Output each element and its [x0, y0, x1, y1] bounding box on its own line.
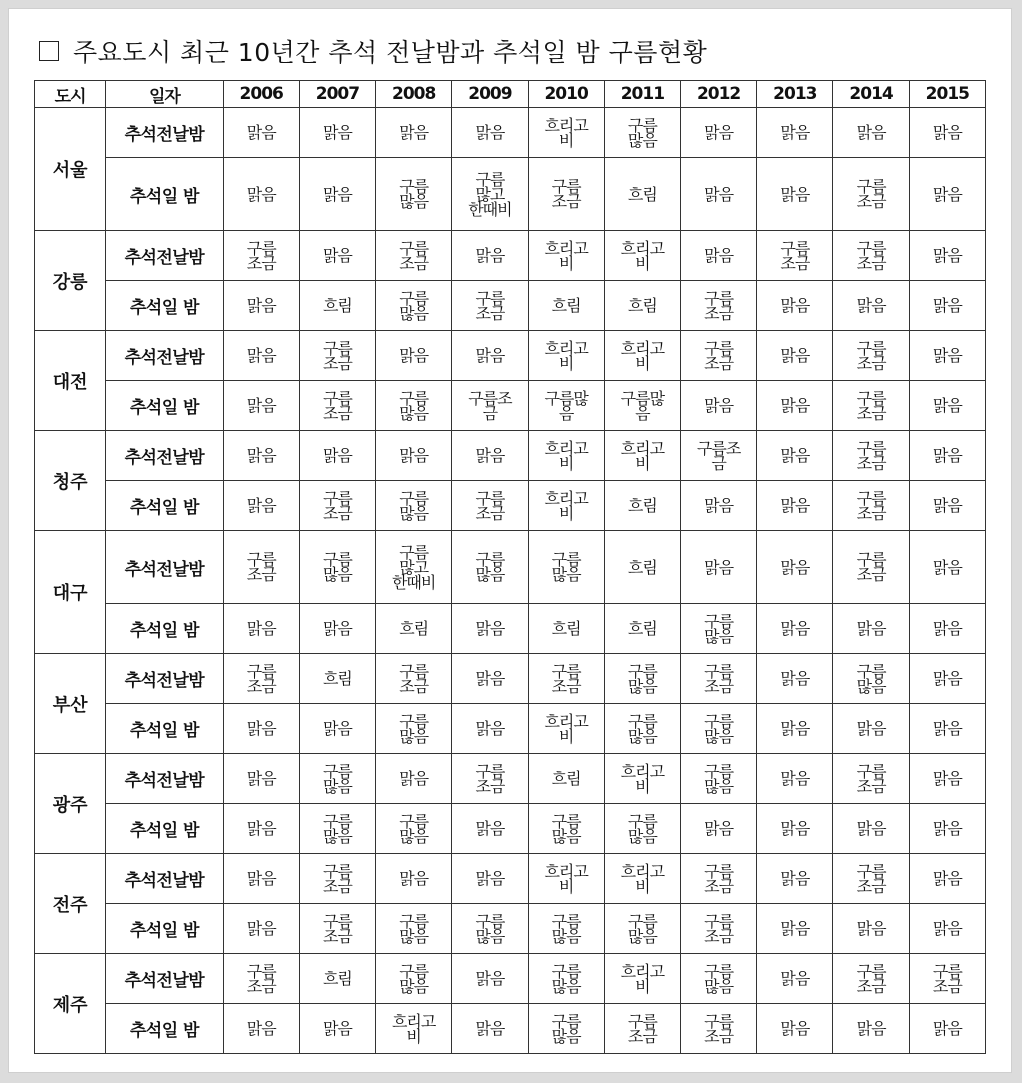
weather-cell: 구름 많음: [299, 754, 375, 804]
weather-cell: 맑음: [757, 604, 833, 654]
weather-cell: 맑음: [299, 231, 375, 281]
weather-cell: 구름 조금: [833, 231, 909, 281]
weather-cell: 구름 조금: [833, 431, 909, 481]
weather-cell: 구름 조금: [833, 531, 909, 604]
weather-cell: 흐리고 비: [604, 854, 680, 904]
weather-cell: 구름 조금: [299, 854, 375, 904]
weather-cell: 구름 많음: [604, 904, 680, 954]
weather-cell: 구름 조금: [452, 754, 528, 804]
weather-cell: 맑음: [299, 108, 375, 158]
weather-cell: 흐리고 비: [604, 331, 680, 381]
weather-cell: 맑음: [757, 654, 833, 704]
cloud-status-table: [34, 80, 986, 1054]
weather-cell: 흐림: [376, 604, 452, 654]
weather-cell: 맑음: [757, 281, 833, 331]
weather-cell: 맑음: [452, 804, 528, 854]
weather-cell: 맑음: [757, 754, 833, 804]
weather-cell: 구름 조금: [528, 654, 604, 704]
row-label: 추석일 밤: [106, 604, 223, 654]
weather-cell: 구름 조금: [680, 281, 756, 331]
weather-cell: 맑음: [680, 381, 756, 431]
table-row: [35, 604, 986, 654]
weather-cell: 맑음: [452, 654, 528, 704]
weather-cell: 맑음: [757, 381, 833, 431]
weather-cell: 구름 많음: [376, 158, 452, 231]
table-row: [35, 754, 986, 804]
weather-cell: 흐리고 비: [528, 231, 604, 281]
weather-cell: 흐리고 비: [376, 1004, 452, 1054]
table-row: [35, 231, 986, 281]
header-year: 2006: [223, 81, 299, 108]
table-row: [35, 904, 986, 954]
weather-cell: 맑음: [757, 1004, 833, 1054]
city-name: 대전: [35, 331, 106, 431]
city-name: 서울: [35, 108, 106, 231]
city-name: 전주: [35, 854, 106, 954]
weather-cell: 맑음: [299, 1004, 375, 1054]
weather-cell: 맑음: [299, 604, 375, 654]
table-row: [35, 381, 986, 431]
row-label: 추석전날밤: [106, 531, 223, 604]
weather-cell: 구름 조금: [299, 904, 375, 954]
row-label: 추석전날밤: [106, 431, 223, 481]
weather-cell: 흐리고 비: [528, 854, 604, 904]
table-row: [35, 331, 986, 381]
weather-cell: 맑음: [223, 108, 299, 158]
row-label: 추석전날밤: [106, 231, 223, 281]
weather-cell: 구름 조금: [680, 854, 756, 904]
weather-cell: 맑음: [833, 108, 909, 158]
weather-cell: 구름 조금: [223, 654, 299, 704]
weather-cell: 맑음: [757, 481, 833, 531]
weather-cell: 맑음: [833, 1004, 909, 1054]
weather-cell: 구름 많음: [376, 481, 452, 531]
weather-cell: 구름 조금: [299, 481, 375, 531]
weather-cell: 흐림: [604, 604, 680, 654]
table-body: [35, 108, 986, 1054]
weather-cell: 구름 많음: [299, 804, 375, 854]
header-year: 2015: [909, 81, 985, 108]
header-year: 2009: [452, 81, 528, 108]
weather-cell: 구름 조금: [833, 331, 909, 381]
weather-cell: 구름 조금: [299, 381, 375, 431]
weather-cell: 맑음: [223, 431, 299, 481]
weather-cell: 맑음: [223, 331, 299, 381]
weather-cell: 구름 많음: [528, 904, 604, 954]
weather-cell: 흐림: [528, 604, 604, 654]
weather-cell: 맑음: [909, 431, 985, 481]
weather-cell: 흐리고 비: [604, 954, 680, 1004]
weather-cell: 맑음: [223, 158, 299, 231]
weather-cell: 구름 많음: [833, 654, 909, 704]
weather-cell: 구름 많음: [528, 954, 604, 1004]
weather-cell: 맑음: [909, 108, 985, 158]
weather-cell: 구름 조금: [833, 854, 909, 904]
table-row: [35, 704, 986, 754]
weather-cell: 맑음: [452, 108, 528, 158]
weather-cell: 구름 많음: [680, 604, 756, 654]
weather-cell: 구름 조금: [604, 1004, 680, 1054]
weather-cell: 맑음: [833, 281, 909, 331]
weather-cell: 맑음: [833, 804, 909, 854]
table-row: [35, 804, 986, 854]
weather-cell: 맑음: [680, 108, 756, 158]
weather-cell: 맑음: [223, 1004, 299, 1054]
weather-cell: 맑음: [680, 158, 756, 231]
weather-cell: 구름 조금: [833, 381, 909, 431]
weather-cell: 구름 많음: [376, 281, 452, 331]
header-year: 2013: [757, 81, 833, 108]
weather-cell: 흐림: [299, 281, 375, 331]
weather-cell: 구름 많고 한때비: [376, 531, 452, 604]
city-name: 광주: [35, 754, 106, 854]
header-year: 2011: [604, 81, 680, 108]
weather-cell: 구름 조금: [833, 158, 909, 231]
weather-cell: 맑음: [452, 1004, 528, 1054]
weather-cell: 맑음: [909, 531, 985, 604]
weather-cell: 맑음: [299, 431, 375, 481]
weather-cell: 흐림: [528, 754, 604, 804]
weather-cell: 구름 조금: [299, 331, 375, 381]
weather-cell: 맑음: [223, 381, 299, 431]
row-label: 추석일 밤: [106, 804, 223, 854]
row-label: 추석전날밤: [106, 654, 223, 704]
weather-cell: 흐리고 비: [528, 108, 604, 158]
weather-cell: 맑음: [909, 481, 985, 531]
weather-cell: 구름조 금: [680, 431, 756, 481]
city-name: 제주: [35, 954, 106, 1054]
weather-cell: 흐리고 비: [528, 704, 604, 754]
header-city: 도시: [35, 81, 106, 108]
weather-cell: 구름 많음: [452, 904, 528, 954]
header-year: 2007: [299, 81, 375, 108]
weather-cell: 구름많 음: [528, 381, 604, 431]
row-label: 추석전날밤: [106, 108, 223, 158]
weather-cell: 흐림: [299, 954, 375, 1004]
weather-cell: 흐림: [604, 158, 680, 231]
weather-cell: 구름 조금: [452, 281, 528, 331]
weather-cell: 맑음: [757, 431, 833, 481]
weather-cell: 구름 조금: [223, 531, 299, 604]
weather-cell: 구름 많음: [604, 704, 680, 754]
row-label: 추석일 밤: [106, 1004, 223, 1054]
weather-cell: 구름 조금: [528, 158, 604, 231]
weather-cell: 흐림: [299, 654, 375, 704]
weather-cell: 맑음: [376, 854, 452, 904]
weather-cell: 구름 많음: [376, 704, 452, 754]
weather-cell: 맑음: [452, 854, 528, 904]
weather-cell: 맑음: [757, 904, 833, 954]
weather-cell: 구름 조금: [376, 231, 452, 281]
table-row: [35, 158, 986, 231]
weather-cell: 구름 많음: [452, 531, 528, 604]
weather-cell: 구름 많음: [528, 531, 604, 604]
weather-cell: 맑음: [757, 704, 833, 754]
weather-cell: 맑음: [223, 804, 299, 854]
weather-cell: 흐리고 비: [604, 431, 680, 481]
weather-cell: 구름 조금: [833, 754, 909, 804]
weather-cell: 맑음: [757, 804, 833, 854]
weather-cell: 맑음: [223, 481, 299, 531]
weather-cell: 맑음: [680, 481, 756, 531]
header-date: 일자: [106, 81, 223, 108]
weather-cell: 구름 조금: [680, 904, 756, 954]
row-label: 추석전날밤: [106, 954, 223, 1004]
checkbox-square-icon: [39, 41, 59, 61]
weather-cell: 흐리고 비: [528, 431, 604, 481]
weather-cell: 흐림: [528, 281, 604, 331]
weather-cell: 흐림: [604, 531, 680, 604]
weather-cell: 구름 많음: [528, 1004, 604, 1054]
city-name: 부산: [35, 654, 106, 754]
row-label: 추석전날밤: [106, 331, 223, 381]
header-year: 2012: [680, 81, 756, 108]
weather-cell: 구름 많음: [376, 381, 452, 431]
weather-cell: 구름 조금: [223, 954, 299, 1004]
weather-cell: 구름조 금: [452, 381, 528, 431]
weather-cell: 흐리고 비: [528, 481, 604, 531]
document-title: [39, 31, 707, 71]
weather-cell: 구름 조금: [757, 231, 833, 281]
weather-cell: 맑음: [757, 108, 833, 158]
city-name: 강릉: [35, 231, 106, 331]
weather-cell: 맑음: [909, 281, 985, 331]
weather-cell: 맑음: [452, 331, 528, 381]
weather-cell: 구름 조금: [833, 954, 909, 1004]
table-row: [35, 281, 986, 331]
weather-cell: 구름 많음: [604, 108, 680, 158]
header-row: [35, 81, 986, 108]
weather-cell: 구름 많음: [680, 954, 756, 1004]
weather-cell: 맑음: [223, 904, 299, 954]
weather-cell: 흐리고 비: [604, 754, 680, 804]
weather-cell: 구름 많음: [376, 954, 452, 1004]
weather-cell: 구름 많음: [604, 654, 680, 704]
table-row: [35, 654, 986, 704]
weather-cell: 맑음: [299, 704, 375, 754]
table-row: [35, 531, 986, 604]
row-label: 추석일 밤: [106, 381, 223, 431]
weather-cell: 맑음: [452, 954, 528, 1004]
weather-cell: 맑음: [376, 431, 452, 481]
weather-cell: 맑음: [909, 604, 985, 654]
document-page: [8, 8, 1012, 1073]
weather-cell: 맑음: [909, 231, 985, 281]
weather-cell: 맑음: [833, 704, 909, 754]
weather-cell: 맑음: [680, 804, 756, 854]
row-label: 추석일 밤: [106, 481, 223, 531]
weather-cell: 맑음: [909, 754, 985, 804]
header-year: 2014: [833, 81, 909, 108]
table-row: [35, 854, 986, 904]
city-name: 청주: [35, 431, 106, 531]
weather-cell: 구름 조금: [376, 654, 452, 704]
weather-cell: 맑음: [909, 654, 985, 704]
weather-cell: 맑음: [757, 331, 833, 381]
row-label: 추석전날밤: [106, 854, 223, 904]
weather-cell: 구름 조금: [680, 1004, 756, 1054]
weather-cell: 맑음: [376, 108, 452, 158]
weather-cell: 구름 많음: [680, 704, 756, 754]
row-label: 추석일 밤: [106, 281, 223, 331]
table-row: [35, 108, 986, 158]
weather-cell: 맑음: [909, 904, 985, 954]
weather-cell: 맑음: [452, 604, 528, 654]
weather-cell: 맑음: [680, 231, 756, 281]
weather-cell: 흐림: [604, 281, 680, 331]
weather-cell: 맑음: [909, 381, 985, 431]
weather-cell: 구름 조금: [833, 481, 909, 531]
weather-cell: 맑음: [909, 854, 985, 904]
row-label: 추석일 밤: [106, 158, 223, 231]
weather-cell: 구름 조금: [452, 481, 528, 531]
table-row: [35, 1004, 986, 1054]
row-label: 추석일 밤: [106, 904, 223, 954]
weather-cell: 구름 많음: [376, 804, 452, 854]
weather-cell: 구름 많음: [376, 904, 452, 954]
weather-cell: 구름 조금: [223, 231, 299, 281]
weather-cell: 맑음: [757, 158, 833, 231]
weather-cell: 맑음: [452, 231, 528, 281]
weather-cell: 맑음: [833, 604, 909, 654]
weather-cell: 맑음: [376, 754, 452, 804]
weather-cell: 맑음: [833, 904, 909, 954]
row-label: 추석일 밤: [106, 704, 223, 754]
weather-cell: 구름 조금: [680, 331, 756, 381]
weather-cell: 맑음: [223, 854, 299, 904]
weather-cell: 구름 많음: [680, 754, 756, 804]
weather-cell: 구름 조금: [680, 654, 756, 704]
weather-cell: 맑음: [376, 331, 452, 381]
weather-cell: 구름많 음: [604, 381, 680, 431]
header-year: 2008: [376, 81, 452, 108]
weather-cell: 맑음: [909, 158, 985, 231]
weather-cell: 맑음: [452, 704, 528, 754]
weather-cell: 맑음: [757, 954, 833, 1004]
weather-cell: 맑음: [909, 331, 985, 381]
city-name: 대구: [35, 531, 106, 654]
header-year: 2010: [528, 81, 604, 108]
weather-cell: 맑음: [223, 704, 299, 754]
weather-cell: 맑음: [757, 854, 833, 904]
weather-cell: 구름 많음: [299, 531, 375, 604]
weather-cell: 흐림: [604, 481, 680, 531]
weather-cell: 맑음: [680, 531, 756, 604]
table-row: [35, 431, 986, 481]
weather-cell: 구름 많음: [528, 804, 604, 854]
weather-cell: 구름 많음: [604, 804, 680, 854]
weather-cell: 맑음: [909, 804, 985, 854]
weather-cell: 맑음: [452, 431, 528, 481]
weather-cell: 맑음: [909, 704, 985, 754]
weather-cell: 맑음: [223, 604, 299, 654]
title-text: 주요도시 최근 10년간 추석 전날밤과 추석일 밤 구름현황: [73, 38, 708, 67]
table-row: [35, 954, 986, 1004]
table-row: [35, 481, 986, 531]
weather-cell: 흐리고 비: [528, 331, 604, 381]
weather-cell: 맑음: [299, 158, 375, 231]
weather-cell: 구름 많고 한때비: [452, 158, 528, 231]
row-label: 추석전날밤: [106, 754, 223, 804]
weather-cell: 구름 조금: [909, 954, 985, 1004]
weather-cell: 맑음: [223, 754, 299, 804]
weather-cell: 맑음: [909, 1004, 985, 1054]
weather-cell: 맑음: [757, 531, 833, 604]
weather-cell: 맑음: [223, 281, 299, 331]
weather-cell: 흐리고 비: [604, 231, 680, 281]
